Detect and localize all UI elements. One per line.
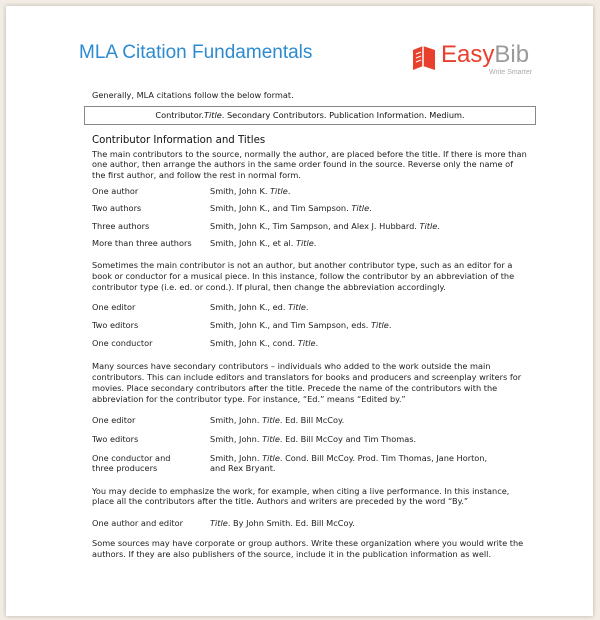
example-citation: Smith, John K. Title. bbox=[210, 185, 291, 196]
document-page bbox=[6, 6, 593, 616]
format-part-rest: . Secondary Contributors. Publication Information. Medium. bbox=[221, 109, 465, 120]
example-citation: Smith, John K., ed. Title. bbox=[210, 302, 309, 313]
example-label: Two editors bbox=[92, 433, 139, 444]
example-citation: Smith, John K., Tim Sampson, and Alex J. Hubbard. Title. bbox=[210, 220, 440, 231]
paragraph-contributor-types: Sometimes the main contributor is not an author, but another contributor type, such as an editor for a book or conductor for a musical piece. In this instance, follow the contributor by an abbreviation of the contributor type (i.e. ed. or cond.). If plural, then change the abbreviation accordingly. bbox=[92, 259, 515, 292]
example-row bbox=[92, 434, 528, 453]
intro-text: Generally, MLA citations follow the below format. bbox=[92, 90, 294, 100]
easybib-logo bbox=[411, 42, 541, 80]
logo-wordmark bbox=[441, 41, 529, 69]
logo-word-easy: Easy bbox=[441, 41, 495, 68]
example-row bbox=[92, 338, 528, 356]
section-heading: Contributor Information and Titles bbox=[92, 134, 266, 146]
format-part-contributor: Contributor. bbox=[155, 109, 204, 120]
example-citation: Smith, John. Title. Ed. Bill McCoy. bbox=[210, 414, 345, 425]
example-row bbox=[92, 203, 528, 221]
example-row bbox=[92, 238, 528, 256]
example-row bbox=[92, 302, 528, 320]
example-label: One author and editor bbox=[92, 518, 183, 529]
example-citation: Smith, John. Title. Ed. Bill McCoy and Tim Thomas. bbox=[210, 433, 417, 444]
example-label: Two editors bbox=[92, 320, 139, 331]
example-citation: Smith, John K., et al. Title. bbox=[210, 238, 317, 249]
document-body bbox=[92, 90, 528, 560]
example-label: One editor bbox=[92, 302, 136, 313]
example-citation: Smith, John. Title. Cond. Bill McCoy. Prod. Tim Thomas, Jane Horton, and Rex Bryant. bbox=[210, 452, 488, 474]
example-citation: Smith, John K., and Tim Sampson, eds. Title. bbox=[210, 320, 392, 331]
example-row bbox=[92, 186, 528, 204]
example-label: One conductor and three producers bbox=[92, 452, 171, 474]
example-citation: Title. By John Smith. Ed. Bill McCoy. bbox=[210, 518, 355, 529]
example-row bbox=[92, 221, 528, 239]
example-label: One conductor bbox=[92, 338, 153, 349]
paragraph-corporate-authors: Some sources may have corporate or group authors. Write these organization where you would write the authors. If they are also publishers of the source, include it in the publication information as well. bbox=[92, 538, 524, 559]
example-row bbox=[92, 415, 528, 434]
format-box bbox=[84, 106, 536, 125]
example-label: One editor bbox=[92, 414, 136, 425]
paragraph-secondary-contributors: Many sources have secondary contributors – individuals who added to the work outside the main contributors. This can include editors and translators for books and producers and screenplay writers for movies. Place secondary contributors after the title. Precede the name of the contributors with the abbreviation for the contributor type. For instance, “Ed.” means “Edited by.” bbox=[92, 361, 522, 404]
format-part-title: Title bbox=[203, 109, 222, 120]
logo-word-bib: Bib bbox=[494, 41, 530, 68]
paragraph-main-contributors: The main contributors to the source, normally the author, are placed before the title. If there is more than one author, then arrange the authors in the same order found in the source. Reverse only the name of the first author, and follow the rest in normal form. bbox=[92, 148, 527, 181]
logo-tagline: Write Smarter bbox=[489, 69, 533, 76]
example-label: More than three authors bbox=[92, 238, 192, 249]
example-row bbox=[92, 453, 528, 477]
example-row bbox=[92, 518, 528, 535]
example-label: Two authors bbox=[92, 203, 142, 214]
paragraph-emphasis: You may decide to emphasize the work, for example, when citing a live performance. In this instance, place all the contributors after the title. Authors and writers are preceded by the word “By.” bbox=[92, 485, 510, 507]
example-citation: Smith, John K., cond. Title. bbox=[210, 338, 319, 349]
example-row bbox=[92, 320, 528, 338]
example-label: Three authors bbox=[92, 220, 150, 231]
page-title: MLA Citation Fundamentals bbox=[79, 42, 313, 63]
example-label: One author bbox=[92, 185, 139, 196]
book-icon bbox=[411, 44, 437, 72]
example-citation: Smith, John K., and Tim Sampson. Title. bbox=[210, 203, 372, 214]
